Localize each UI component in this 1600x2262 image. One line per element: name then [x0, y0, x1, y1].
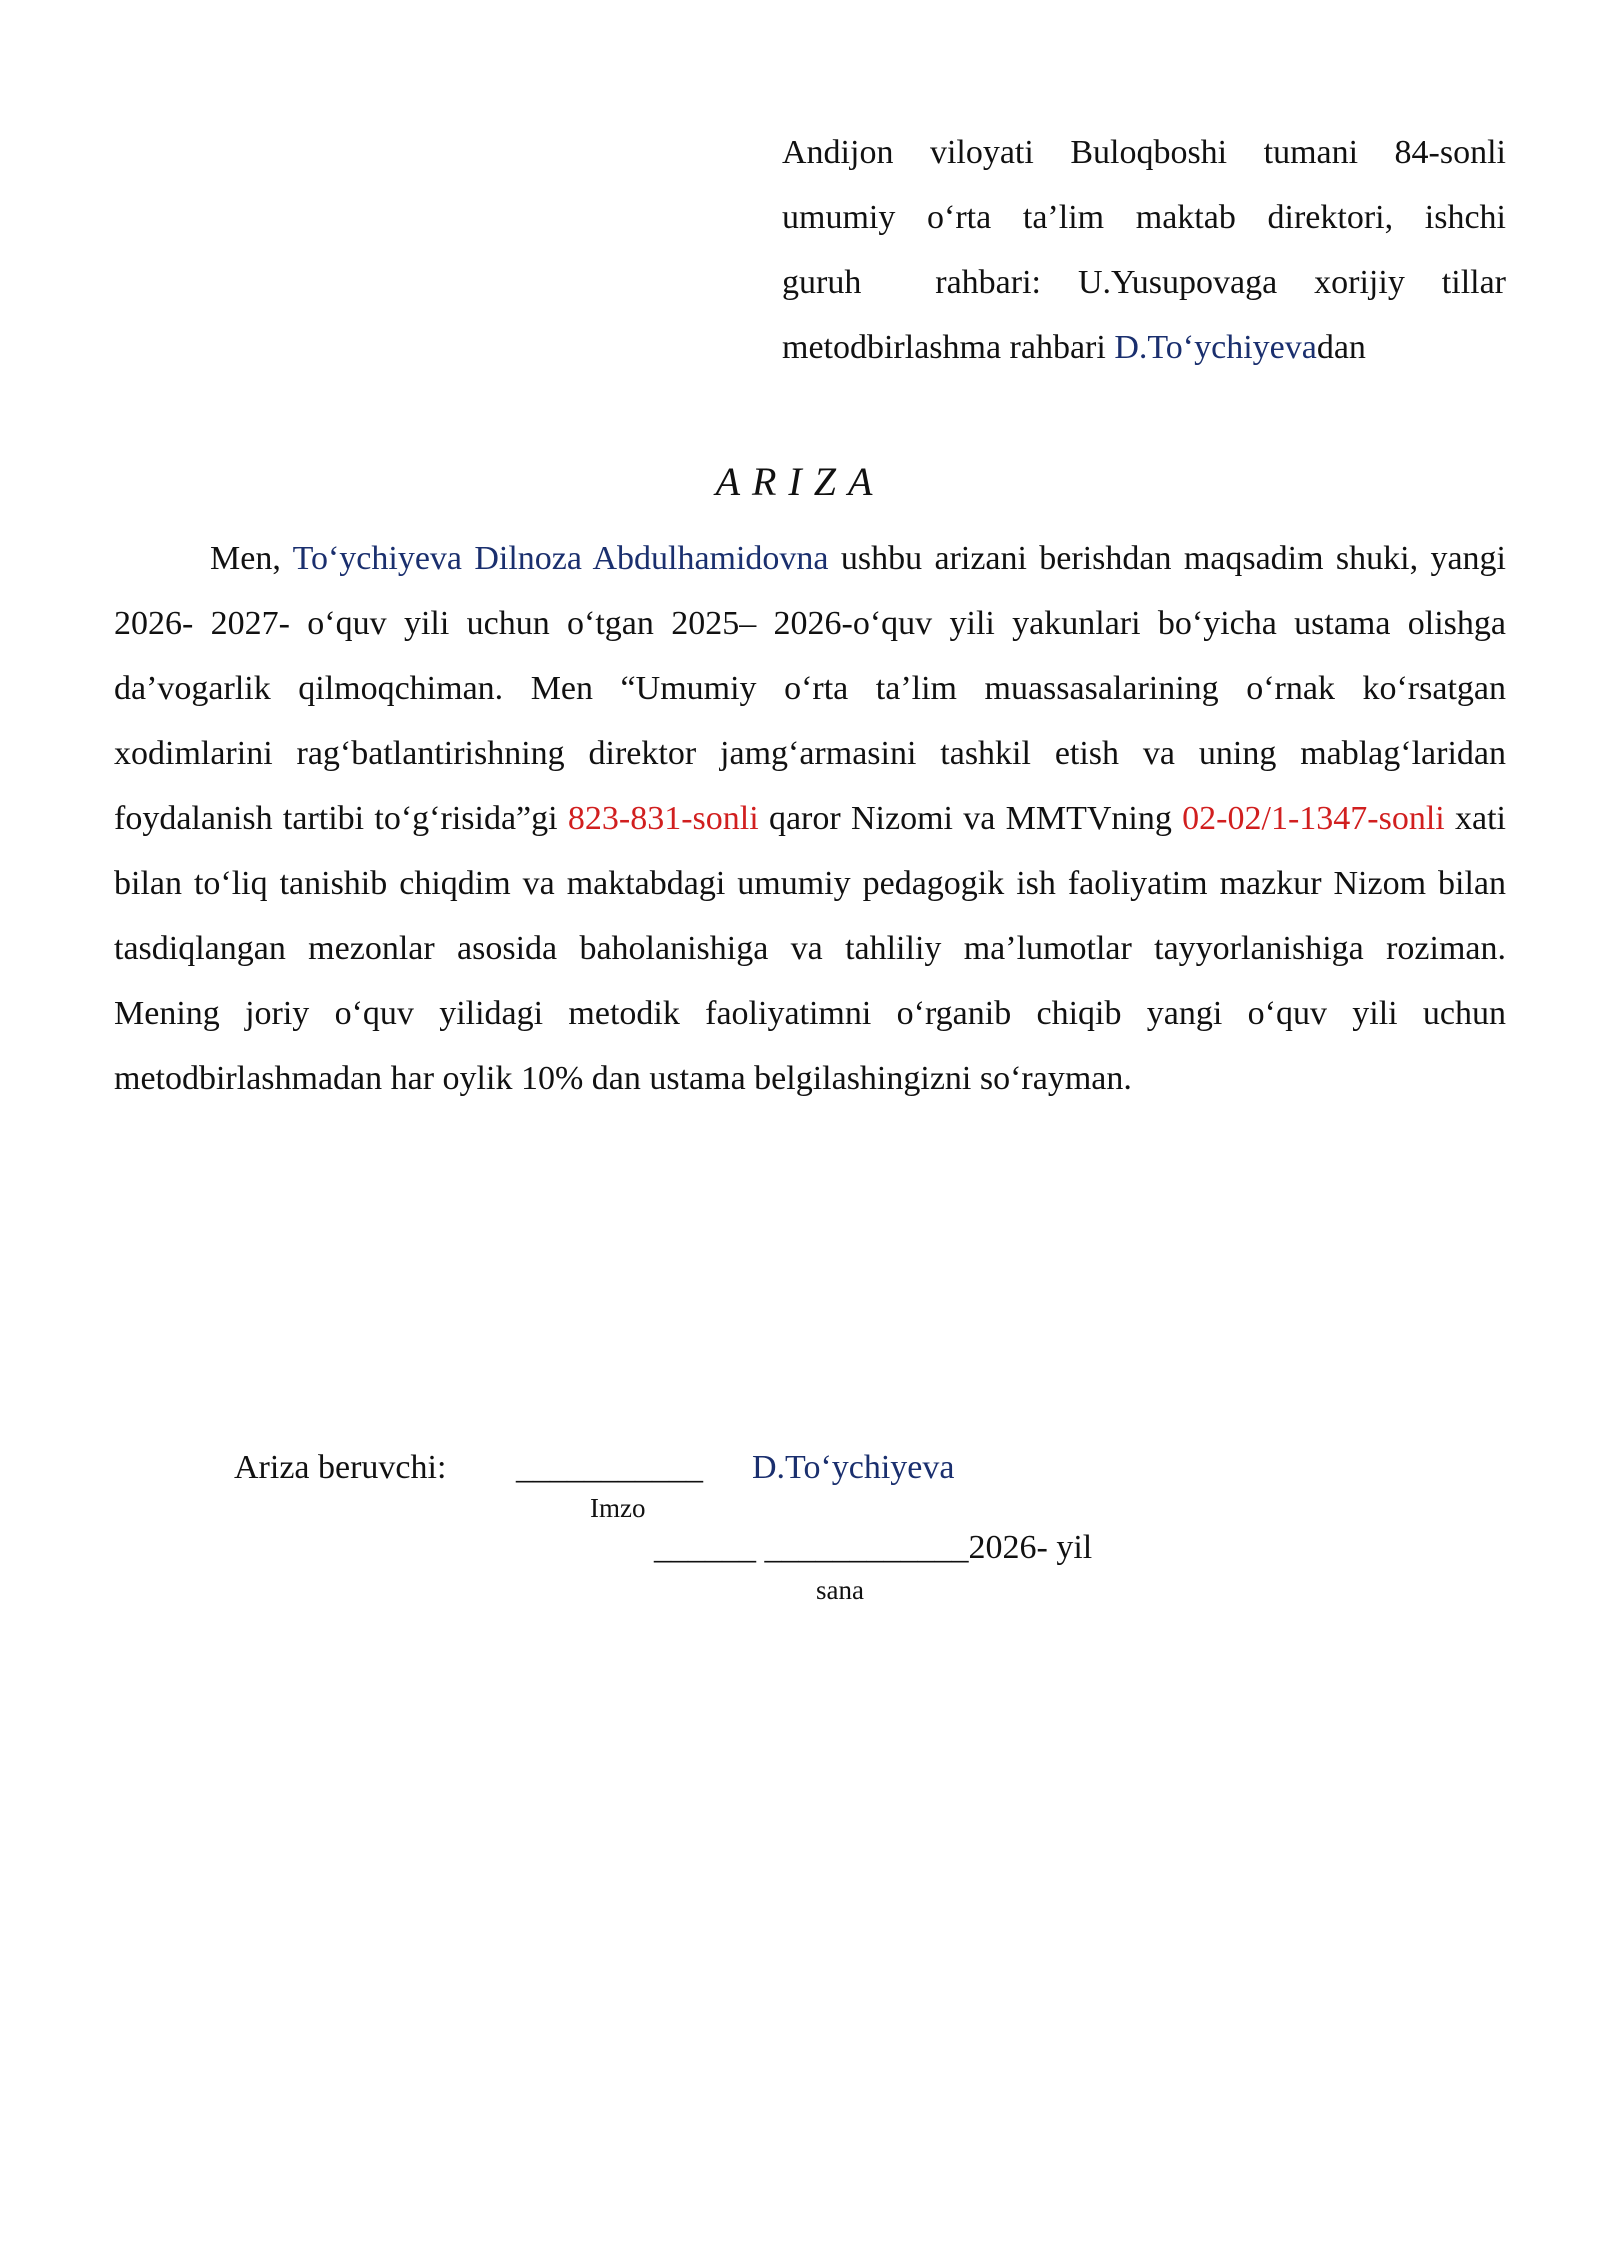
signature-name: D.To‘ychiyeva [752, 1449, 955, 1486]
letter-reference: 02-02/1-1347-sonli [1182, 800, 1445, 837]
signature-line: ___________ [516, 1449, 703, 1486]
date-caption: sana [816, 1575, 864, 1605]
applicant-full-name: To‘ychiyeva Dilnoza Abdulhamidovna [292, 540, 829, 577]
body-part-2: ushbu arizani berishdan maqsadim shuki, yangi 2026- 2027- o‘quv yili uchun o‘tgan 2025– 2026-o‘quv yili yakunlari bo‘yicha ustama olishga da’vogarlik qilmoqchiman. Men “Umumiy o‘rta ta’lim muassasalarining o‘rnak ko‘rsatgan xodimlarini rag‘batlantirishning direktor jamg‘armasini tashkil etish va uning mablag‘laridan foydalanish tartibi to‘g‘risida”gi [114, 540, 1506, 837]
signature-caption: Imzo [590, 1493, 646, 1523]
addressee-line-1: Andijon viloyati Buloqboshi tumani 84-sonli [782, 134, 1506, 171]
application-body [114, 526, 1506, 1111]
signature-label: Ariza beruvchi: [234, 1449, 447, 1486]
document-title: ARIZA [715, 459, 885, 504]
regulation-reference: 823-831-sonli [567, 800, 759, 837]
sender-name: D.To‘ychiyeva [1114, 329, 1317, 366]
addressee-line-4-prefix: metodbirlashma rahbari [782, 329, 1115, 366]
addressee-line-2: umumiy o‘rta ta’lim maktab direktori, ishchi [782, 199, 1506, 236]
addressee-line-3: guruh rahbari: U.Yusupovaga xorijiy tillar [782, 264, 1506, 301]
body-part-4: xati bilan to‘liq tanishib chiqdim va maktabdagi umumiy pedagogik ish faoliyatim mazkur Nizom bilan tasdiqlangan mezonlar asosida baholanishiga va tahliliy ma’lumotlar tayyorlanishiga roziman. Mening joriy o‘quv yilidagi metodik faoliyatimni o‘rganib chiqib yangi o‘quv yili uchun metodbirlashmadan har oylik 10% dan ustama belgilashingizni so‘rayman. [114, 800, 1506, 1097]
body-part-1: Men, [210, 540, 293, 577]
addressee-line-4-suffix: dan [1316, 329, 1366, 366]
addressee-line-4 [782, 315, 1506, 380]
body-part-3: qaror Nizomi va MMTVning [758, 800, 1183, 837]
date-line: ______ ____________2026- yil [654, 1529, 1093, 1566]
addressee-block [782, 120, 1506, 380]
